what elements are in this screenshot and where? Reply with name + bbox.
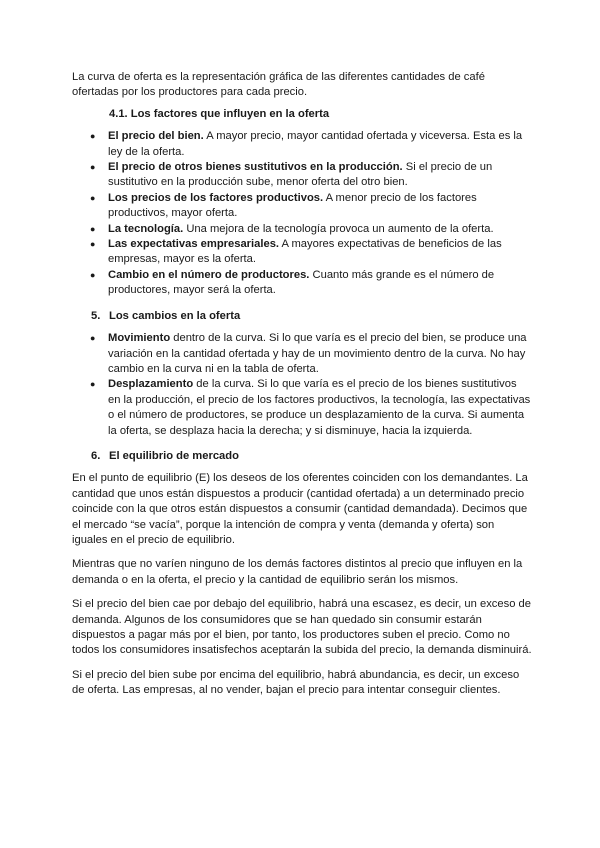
list-item — [72, 331, 532, 377]
list-item — [72, 222, 532, 237]
bullet-icon: ● — [90, 162, 96, 173]
cambios-list — [72, 331, 532, 439]
list-item — [72, 129, 532, 160]
bullet-icon: ● — [90, 192, 96, 203]
bullet-icon: ● — [90, 223, 96, 234]
equilibrio-paragraph-3: Si el precio del bien cae por debajo del equilibrio, habrá una escasez, es decir, un exceso de demanda. Algunos de los consumidores que se han quedado sin consumir estarán dispuestos a pagar más por el bien, por tanto, los productores suben el precio. Como no todos los consumidores insatisfechos aceptarán la subida del precio, la demanda disminuirá. — [72, 598, 532, 657]
list-item-term: Desplazamiento — [108, 378, 194, 391]
list-item — [72, 191, 532, 222]
heading-text: Los cambios en la oferta — [109, 309, 241, 322]
bullet-icon: ● — [90, 379, 96, 390]
document-content — [72, 70, 532, 699]
bullet-icon: ● — [90, 131, 96, 142]
list-item-term: El precio de otros bienes sustitutivos en la producción. — [108, 161, 403, 174]
heading-number: 6. — [91, 449, 101, 462]
bullet-icon: ● — [90, 239, 96, 250]
list-item — [72, 377, 532, 439]
list-item-term: El precio del bien. — [108, 130, 204, 143]
list-item-text: A mayores expectativas de beneficios de las empresas, mayor es la oferta. — [108, 238, 502, 266]
equilibrio-paragraph-4: Si el precio del bien sube por encima del equilibrio, habrá abundancia, es decir, un exceso de oferta. Las empresas, al no vender, bajan el precio para intentar conseguir clientes. — [72, 668, 520, 697]
heading-number: 5. — [91, 309, 101, 322]
list-item — [72, 160, 532, 191]
intro-paragraph: La curva de oferta es la representación gráfica de las diferentes cantidades de café ofertadas por los productores para cada precio. — [72, 71, 485, 99]
list-item-term: La tecnología. — [108, 222, 184, 235]
list-item-text: A mayor precio, mayor cantidad ofertada y viceversa. Esta es la ley de la oferta. — [108, 130, 523, 158]
heading-text: El equilibrio de mercado — [109, 449, 239, 462]
equilibrio-paragraph-2: Mientras que no varíen ninguno de los demás factores distintos al precio que influyen en la demanda o en la oferta, el precio y la cantidad de equilibrio serán los mismos. — [72, 558, 523, 586]
heading-cambios-oferta — [72, 309, 532, 324]
list-item-text: Cuanto más grande es el número de productores, mayor será la oferta. — [108, 268, 495, 297]
heading-equilibrio-mercado — [72, 449, 532, 464]
list-item — [72, 237, 532, 268]
list-item-term: Los precios de los factores productivos. — [108, 191, 324, 204]
heading-factores-oferta: 4.1. Los factores que influyen en la oferta — [109, 107, 330, 120]
list-item-text: Si el precio de un sustitutivo en la producción sube, menor oferta del otro bien. — [108, 161, 493, 189]
factores-list — [72, 129, 532, 298]
list-item-text: A menor precio de los factores productivos, mayor oferta. — [108, 191, 477, 220]
list-item-term: Cambio en el número de productores. — [108, 268, 310, 281]
list-item-text: Una mejora de la tecnología provoca un aumento de la oferta. — [183, 222, 494, 235]
list-item-text: dentro de la curva. Si lo que varía es el precio del bien, se produce una variación en la cantidad ofertada y hay de un movimiento dentro de la curva. No hay cambio en la curva ni en la tabla de oferta. — [108, 332, 527, 375]
list-item — [72, 268, 532, 299]
list-item-text: de la curva. Si lo que varía es el precio de los bienes sustitutivos en la producción, el precio de los factores productivos, la tecnología, las expectativas o el número de productores, se produce un desplazamiento de la curva. Si aumenta la oferta, se desplaza hacia la derecha; y si disminuye, hacia la izquierda. — [108, 378, 531, 437]
list-item-term: Las expectativas empresariales. — [108, 238, 280, 251]
equilibrio-paragraph-1: En el punto de equilibrio (E) los deseos de los oferentes coinciden con los demandantes. La cantidad que unos están dispuestos a producir (cantidad ofertada) a un determinado precio coincide con la que otros están dispuestos a consumir (cantidad demandada). Decimos que el mercado “se vacía”, porque la intención de compra y venta (demanda y oferta) son iguales en el precio de equilibrio. — [72, 472, 528, 546]
list-item-term: Movimiento — [108, 332, 171, 345]
bullet-icon: ● — [90, 269, 96, 280]
bullet-icon: ● — [90, 333, 96, 344]
